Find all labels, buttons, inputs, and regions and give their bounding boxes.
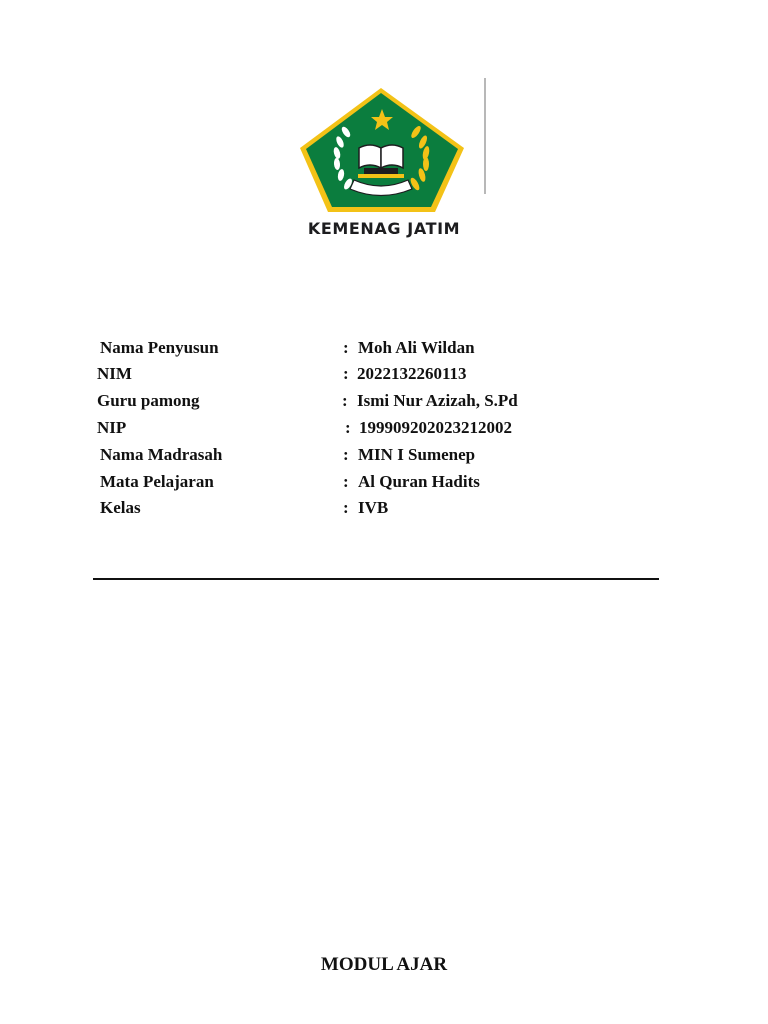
kemenag-logo	[280, 76, 488, 270]
field-value: Ismi Nur Azizah, S.Pd	[357, 391, 518, 410]
field-separator: :	[342, 391, 348, 410]
field-label: NIP	[97, 418, 127, 437]
field-separator: :	[343, 498, 349, 517]
field-separator: :	[343, 445, 349, 464]
field-label: Guru pamong	[97, 391, 200, 410]
field-value: 199909202023212002	[359, 418, 512, 437]
field-separator: :	[345, 418, 351, 437]
field-value: 2022132260113	[357, 364, 467, 383]
field-value: Moh Ali Wildan	[358, 338, 475, 357]
kemenag-emblem	[280, 76, 488, 216]
book-icon	[358, 145, 404, 178]
field-label: Nama Madrasah	[100, 445, 223, 464]
field-value: IVB	[358, 498, 389, 517]
field-value: MIN I Sumenep	[358, 445, 476, 464]
document-title: MODUL AJAR	[320, 954, 448, 975]
field-label: Nama Penyusun	[100, 338, 219, 357]
field-separator: :	[343, 338, 349, 357]
logo-caption: KEMENAG JATIM	[307, 219, 461, 238]
field-separator: :	[343, 364, 349, 383]
field-value: Al Quran Hadits	[358, 472, 480, 491]
field-separator: :	[343, 472, 349, 491]
section-divider	[93, 578, 659, 580]
field-label: NIM	[97, 364, 132, 383]
field-label: Kelas	[100, 498, 141, 517]
field-label: Mata Pelajaran	[100, 472, 214, 491]
